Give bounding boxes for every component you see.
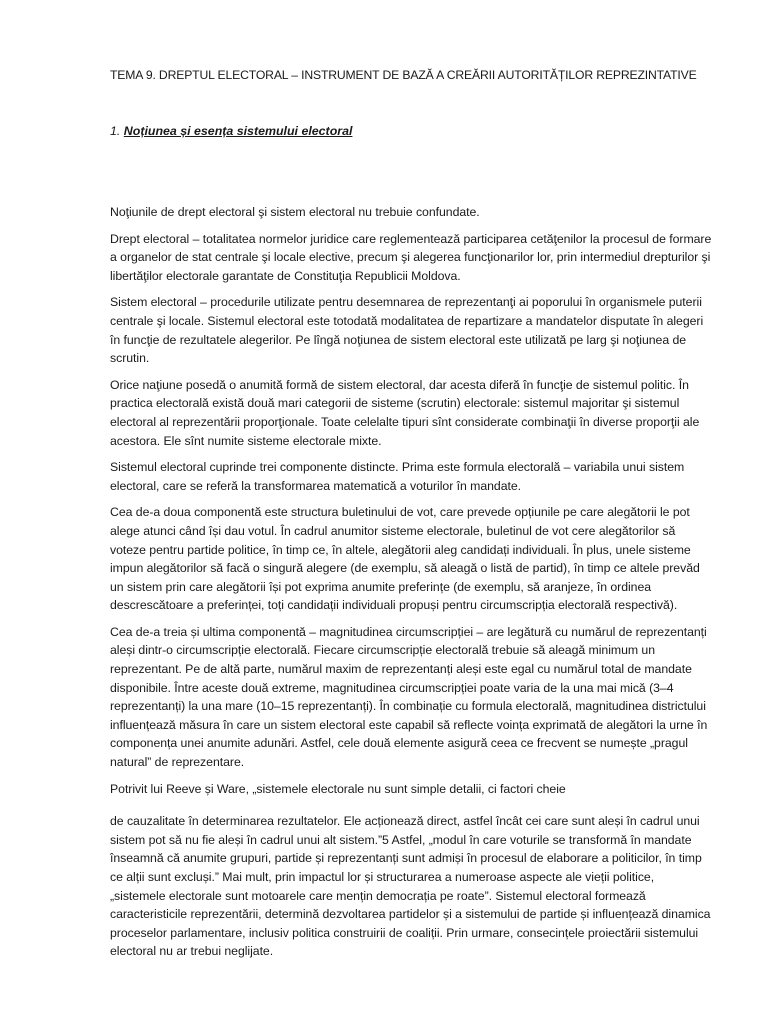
paragraph-drept-electoral: Drept electoral – totalitatea normelor juridice care reglementează participarea cetăţenilor la procesul de formare a organelor de stat centrale şi locale elective, precum şi alegerea funcţionarilor lor, prin intermediul drepturilor şi libertăţilor electorale garantate de Constituţia Republicii Moldova. bbox=[110, 231, 712, 283]
paragraph-intro: Noţiunile de drept electoral şi sistem electoral nu trebuie confundate. bbox=[110, 205, 480, 219]
paragraph-categorii: Orice naţiune posedă o anumită formă de sistem electoral, dar acesta diferă în funcţie de sistemul politic. În practica electorală există două mari categorii de sisteme (scrutin) electorale: sistemul majoritar şi sistemul electoral al reprezentării proporţionale. Toate celelalte tipuri sînt considerate combinaţii în diverse proporţii ale acestora. Ele sînt numite sisteme electorale mixte. bbox=[110, 377, 700, 448]
section-number: 1. bbox=[110, 124, 121, 138]
section-heading-text: Noțiunea și esența sistemului electoral bbox=[123, 124, 353, 138]
document-title: TEMA 9. DREPTUL ELECTORAL – INSTRUMENT DE BAZĂ A CREĂRII AUTORITĂȚILOR REPREZINTATIVE bbox=[110, 68, 697, 82]
section-heading bbox=[110, 124, 352, 139]
paragraph-reeve-ware: Potrivit lui Reeve și Ware, „sistemele electorale nu sunt simple detalii, ci factori cheie bbox=[110, 781, 566, 796]
paragraph-componente: Sistemul electoral cuprinde trei componente distincte. Prima este formula electorală – variabila unui sistem electoral, care se referă la transformarea matematică a voturilor în mandate. bbox=[110, 460, 685, 493]
paragraph-magnitudine: Cea de-a treia și ultima componentă – magnitudinea circumscripției – are legătură cu numărul de reprezentanți aleși dintr-o circumscripție electorală. Fiecare circumscripție electorală trebuie să aleagă minimum un reprezentant. Pe de altă parte, numărul maxim de reprezentanți aleși este egal cu numărul total de mandate disponibile. Între aceste două extreme, magnitudinea circumscripției poate varia de la una mai mică (3–4 reprezentanți) la una mare (10–15 reprezentanți). În combinație cu formula electorală, magnitudinea districtului influențează măsura în care un sistem electoral este capabil să reflecte voința exprimată de alegători la urne în componența unei anumite adunări. Astfel, cele două elemente asigură ceea ce frecvent se numește „pragul natural” de reprezentare. bbox=[110, 624, 708, 770]
paragraph-buletin-vot: Cea de-a doua componentă este structura buletinului de vot, care prevede opțiunile pe care alegătorii le pot alege atunci când își dau votul. În cadrul anumitor sisteme electorale, buletinul de vot cere alegătorilor să voteze pentru partide politice, în timp ce, în altele, alegătorii aleg candidați individuali. În plus, unele sisteme impun alegătorilor să facă o singură alegere (de exemplu, să aleagă o listă de partid), în timp ce altele prevăd un sistem prin care alegătorii își pot exprima anumite preferințe (de exemplu, să aranjeze, în ordinea descrescătoare a preferinței, toți candidații individuali propuși pentru circumscripția electorală respectivă). bbox=[110, 505, 700, 613]
paragraph-cauzalitate: de cauzalitate în determinarea rezultatelor. Ele acționează direct, astfel încât cei care sunt aleși în cadrul unui sistem pot să nu fie aleși în cadrul unui alt sistem.”5 Astfel, „modul în care voturile se transformă în mandate înseamnă că anumite grupuri, partide și reprezentanți sunt admiși în procesul de elaborare a politicilor, în timp ce alții sunt excluși.” Mai mult, prin impactul lor și structurarea a numeroase aspecte ale vieții politice, „sistemele electorale sunt motoarele care mențin democrația pe roate”. Sistemul electoral formează caracteristicile reprezentării, determină dezvoltarea partidelor și a sistemului de partide și influențează dinamica proceselor parlamentare, inclusiv politica construirii de coaliții. Prin urmare, consecințele proiectării sistemului electoral nu ar trebui neglijate. bbox=[110, 814, 711, 959]
document-body bbox=[110, 203, 712, 969]
paragraph-sistem-electoral: Sistem electoral – procedurile utilizate pentru desemnarea de reprezentanţi ai poporului în organismele puterii centrale şi locale. Sistemul electoral este totodată modalitatea de repartizare a mandatelor disputate în alegeri în funcţie de rezultatele alegerilor. Pe lîngă noţiunea de sistem electoral este utilizată pe larg şi noţiunea de scrutin. bbox=[110, 295, 704, 366]
